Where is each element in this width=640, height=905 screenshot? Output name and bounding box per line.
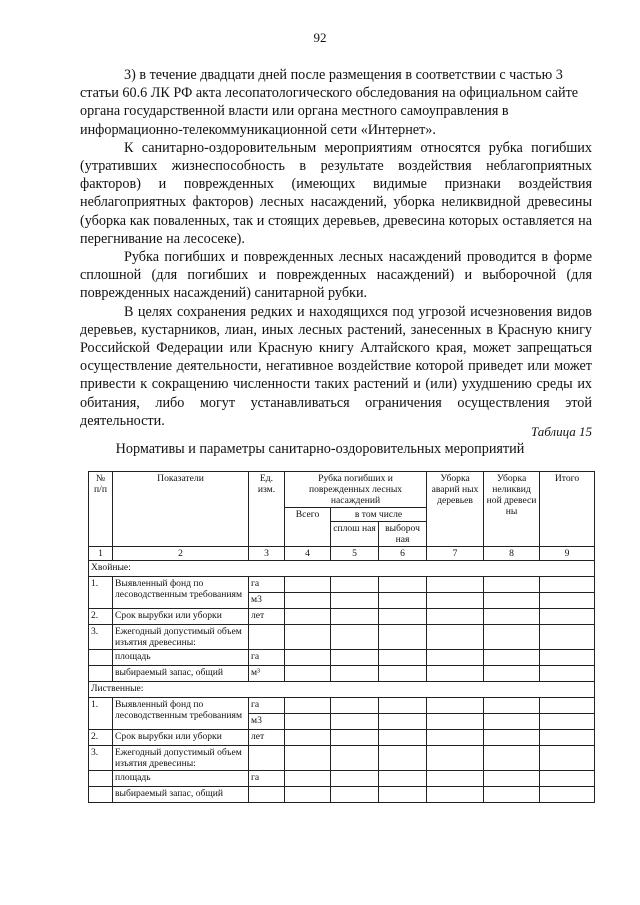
row-label: площадь [113, 650, 249, 666]
row-num: 3. [89, 746, 113, 771]
col-number: 3 [249, 547, 285, 561]
row-unit: га [249, 698, 285, 714]
row-label: Ежегодный допустимый объем изъятия древесины: [113, 746, 249, 771]
col-number: 1 [89, 547, 113, 561]
row-num: 3. [89, 625, 113, 650]
group-row-deciduous [89, 682, 595, 698]
row-unit [249, 787, 285, 803]
row-num: 2. [89, 730, 113, 746]
row-num: 1. [89, 698, 113, 730]
row-label: выбираемый запас, общий [113, 666, 249, 682]
table-title: Нормативы и параметры санитарно-оздоровительных мероприятий [115, 441, 525, 457]
row-unit: лет [249, 730, 285, 746]
header-selective: выбороч ная [379, 522, 427, 547]
col-number: 4 [285, 547, 331, 561]
row-label: выбираемый запас, общий [113, 787, 249, 803]
table-row [89, 746, 595, 771]
body-text [80, 66, 592, 430]
header-including: в том числе [331, 508, 427, 522]
row-label: площадь [113, 771, 249, 787]
header-felling: Рубка погибших и поврежденных лесных насаждений [285, 472, 427, 508]
table-row [89, 666, 595, 682]
table-row [89, 609, 595, 625]
row-label: Срок вырубки или уборки [113, 730, 249, 746]
header-sum: Итого [540, 472, 595, 547]
row-num: 2. [89, 609, 113, 625]
row-unit: га [249, 650, 285, 666]
group-title: Хвойные: [89, 561, 595, 577]
table-row [89, 771, 595, 787]
row-label: Выявленный фонд по лесоводственным требованиям [113, 577, 249, 609]
row-unit: м3 [249, 593, 285, 609]
page-number: 92 [313, 30, 327, 45]
header-clear: сплош ная [331, 522, 379, 547]
col-number: 8 [484, 547, 540, 561]
row-unit: га [249, 771, 285, 787]
paragraph-3: Рубка погибших и поврежденных лесных насаждений проводится в форме сплошной (для погибших и поврежденных насаждений) и выборочной (для поврежденных насаждений) санитарной рубки. [80, 249, 592, 302]
header-unit: Ед. изм. [249, 472, 285, 547]
row-unit: лет [249, 609, 285, 625]
header-illiquid: Уборка неликвид ной древеси ны [484, 472, 540, 547]
header-total: Всего [285, 508, 331, 547]
row-num: 1. [89, 577, 113, 609]
group-row-conifer [89, 561, 595, 577]
header-emergency: Уборка аварий ных деревьев [427, 472, 484, 547]
row-unit: м³ [249, 666, 285, 682]
norms-table [88, 471, 595, 803]
row-label: Ежегодный допустимый объем изъятия древесины: [113, 625, 249, 650]
table-label: Таблица 15 [530, 424, 592, 439]
row-unit: м3 [249, 714, 285, 730]
table-row [89, 730, 595, 746]
paragraph-1: 3) в течение двадцати дней после размещения в соответствии с частью 3 статьи 60.6 ЛК РФ акта лесопатологического обследования на официальном сайте органа государственной власти или органа местного самоуправления в информационно-телекоммуникационной сети «Интернет». [80, 67, 579, 138]
col-number: 5 [331, 547, 379, 561]
table-row [89, 577, 595, 593]
col-number: 9 [540, 547, 595, 561]
row-label: Срок вырубки или уборки [113, 609, 249, 625]
col-number: 6 [379, 547, 427, 561]
header-num: № п/п [89, 472, 113, 547]
table-row [89, 698, 595, 714]
col-number: 2 [113, 547, 249, 561]
paragraph-2: К санитарно-оздоровительным мероприятиям относятся рубка погибших (утративших жизнеспособность в результате воздействия неблагоприятных факторов) и поврежденных (имеющих видимые признаки воздействия неблагоприятных факторов) лесных насаждений, уборка неликвидной древесины (уборка как поваленных, так и стоящих деревьев, древесина которых оставляется на перегнивание на лесосеке). [80, 139, 592, 247]
table-row [89, 625, 595, 650]
row-label: Выявленный фонд по лесоводственным требованиям [113, 698, 249, 730]
table-row [89, 787, 595, 803]
col-number: 7 [427, 547, 484, 561]
row-unit: га [249, 577, 285, 593]
group-title: Лиственные: [89, 682, 595, 698]
paragraph-4: В целях сохранения редких и находящихся под угрозой исчезновения видов деревьев, кустарников, лиан, иных лесных растений, занесенных в Красную книгу Российской Федерации или Красную книгу Алтайского края, может запрещаться осуществление деятельности, негативное воздействие которой приведет или может привести к сокращению численности таких растений и (или) ухудшению среды их обитания, либо могут устанавливаться ограничения осуществления этой деятельности. [80, 303, 592, 429]
table-row [89, 650, 595, 666]
column-numbers-row [89, 547, 595, 561]
header-indicator: Показатели [113, 472, 249, 547]
